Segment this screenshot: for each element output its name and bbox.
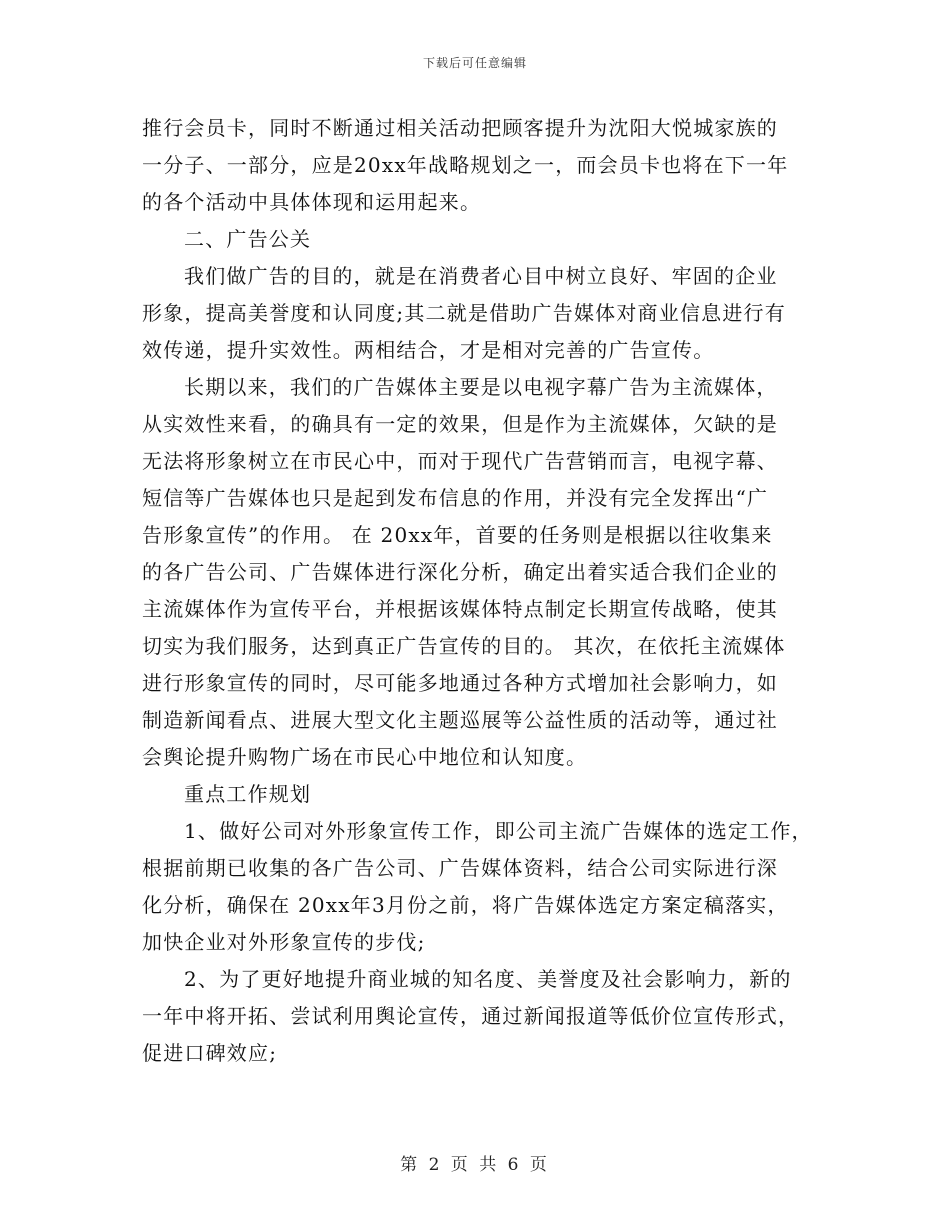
text-line: 一年中将开拓、尝试利用舆论宣传，通过新闻报道等低价位宣传形式， bbox=[142, 1004, 800, 1028]
text-line: 推行会员卡，同时不断通过相关活动把顾客提升为沈阳大悦城家族的 bbox=[142, 116, 778, 140]
text-line: 一分子、一部分，应是20xx年战略规划之一，而会员卡也将在下一年 bbox=[142, 153, 789, 177]
text-line: 加快企业对外形象宣传的步伐; bbox=[142, 930, 426, 954]
text-line: 的各广告公司、广告媒体进行深化分析，确定出着实适合我们企业的 bbox=[142, 560, 778, 584]
section-heading: 重点工作规划 bbox=[184, 782, 312, 806]
header-note: 下载后可任意编辑 bbox=[422, 56, 527, 70]
text-line: 根据前期已收集的各广告公司、广告媒体资料，结合公司实际进行深 bbox=[142, 856, 778, 880]
text-line: 制造新闻看点、进展大型文化主题巡展等公益性质的活动等，通过社 bbox=[142, 708, 778, 732]
page-number: 第 2 页 共 6 页 bbox=[400, 1155, 550, 1175]
text-line: 长期以来，我们的广告媒体主要是以电视字幕广告为主流媒体， bbox=[184, 375, 778, 399]
text-line: 效传递，提升实效性。两相结合，才是相对完善的广告宣传。 bbox=[142, 338, 715, 362]
text-line: 促进口碑效应; bbox=[142, 1041, 278, 1065]
text-line: 主流媒体作为宣传平台，并根据该媒体特点制定长期宣传战略，使其 bbox=[142, 597, 778, 621]
text-line: 会舆论提升购物广场在市民心中地位和认知度。 bbox=[142, 745, 588, 769]
text-line: 无法将形象树立在市民心中，而对于现代广告营销而言，电视字幕、 bbox=[142, 449, 778, 473]
text-line: 的各个活动中具体体现和运用起来。 bbox=[142, 190, 482, 214]
text-line: 我们做广告的目的，就是在消费者心目中树立良好、牢固的企业 bbox=[184, 264, 778, 288]
text-line: 从实效性来看，的确具有一定的效果，但是作为主流媒体，欠缺的是 bbox=[142, 412, 778, 436]
text-line: 告形象宣传”的作用。 在 20xx年，首要的任务则是根据以往收集来 bbox=[142, 523, 773, 547]
text-line: 切实为我们服务，达到真正广告宣传的目的。 其次，在依托主流媒体 bbox=[142, 634, 786, 658]
text-line: 1、做好公司对外形象宣传工作，即公司主流广告媒体的选定工作， bbox=[184, 819, 813, 843]
section-heading: 二、广告公关 bbox=[184, 227, 312, 251]
text-line: 2、为了更好地提升商业城的知名度、美誉度及社会影响力，新的 bbox=[184, 967, 792, 991]
text-line: 形象，提高美誉度和认同度;其二就是借助广告媒体对商业信息进行有 bbox=[142, 301, 786, 325]
text-line: 进行形象宣传的同时，尽可能多地通过各种方式增加社会影响力，如 bbox=[142, 671, 778, 695]
text-line: 短信等广告媒体也只是起到发布信息的作用，并没有完全发挥出“广 bbox=[142, 486, 769, 510]
document-body bbox=[142, 110, 812, 1072]
text-line: 化分析，确保在 20xx年3月份之前，将广告媒体选定方案定稿落实， bbox=[142, 893, 789, 917]
